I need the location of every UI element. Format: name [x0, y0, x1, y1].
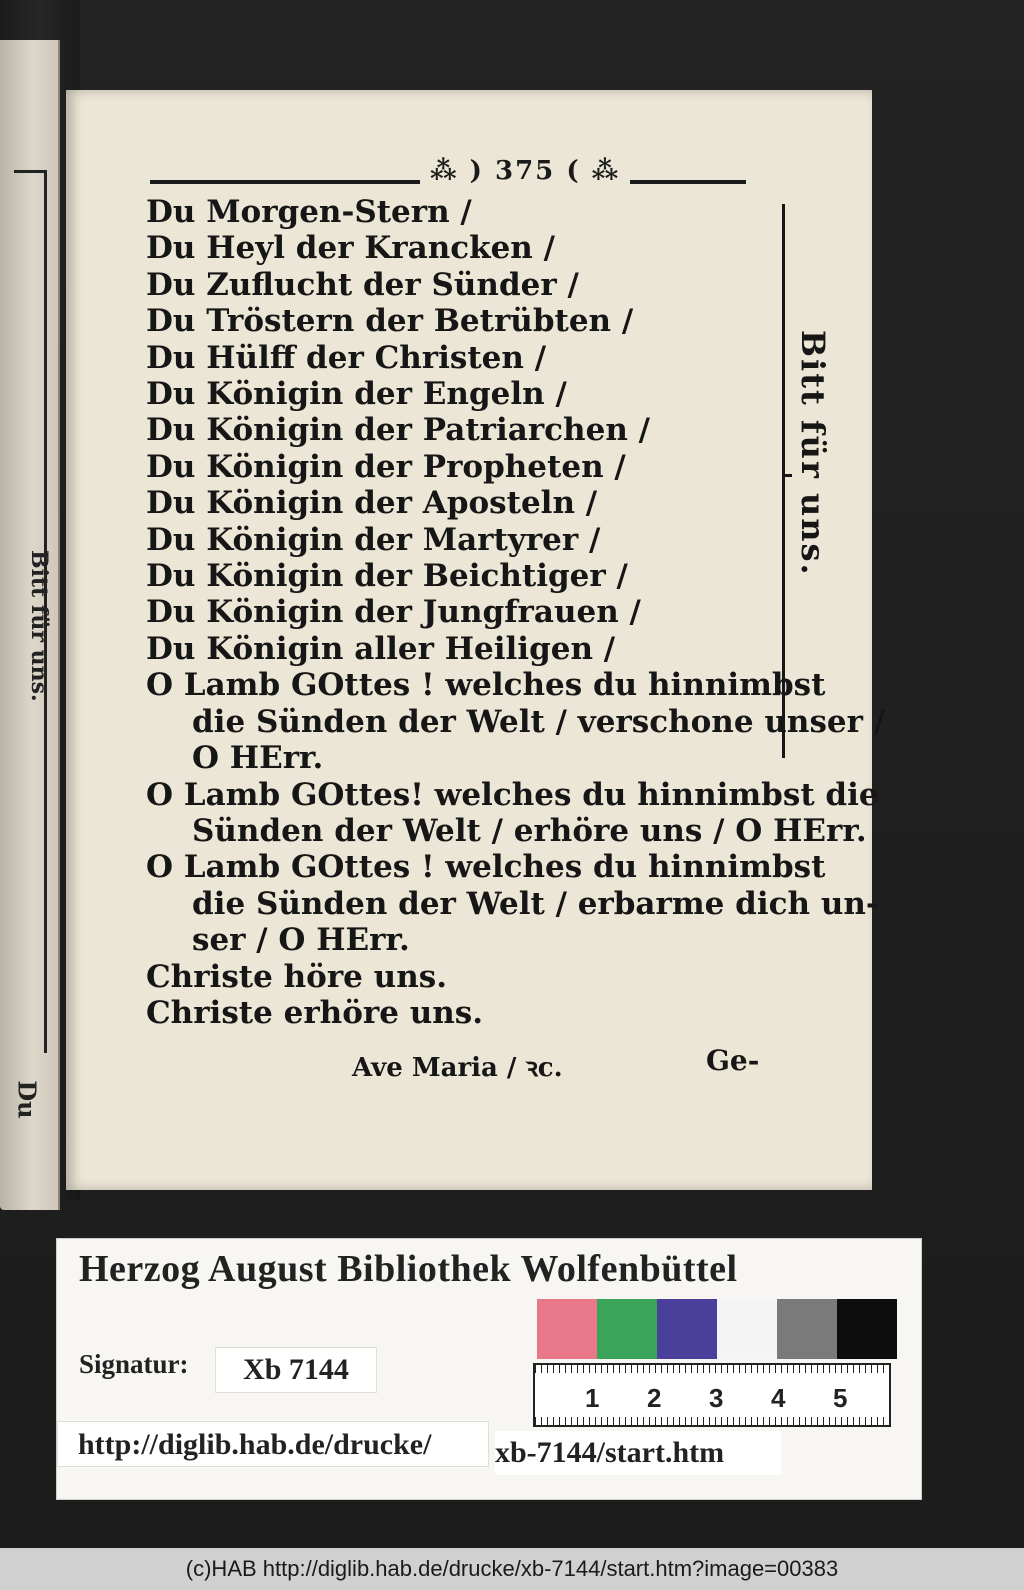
- url-base: http://diglib.hab.de/drucke/: [57, 1421, 489, 1467]
- catchword: Ge-: [706, 1044, 760, 1077]
- text-line: Du Königin der Beichtiger /: [146, 558, 628, 595]
- color-swatch: [717, 1299, 777, 1359]
- library-title: Herzog August Bibliothek Wolfenbüttel: [79, 1248, 738, 1290]
- page-header: [150, 156, 746, 186]
- text-line: Christe erhöre uns.: [146, 994, 484, 1031]
- litany-response-label: Bitt für uns.: [794, 330, 832, 577]
- previous-page-edge: [0, 40, 60, 1210]
- text-line: Du Morgen-Stern /: [146, 194, 472, 230]
- text-line: Du Königin der Aposteln /: [146, 485, 598, 522]
- page-number: ⁂ ) 375 ( ⁂: [420, 156, 630, 186]
- ruler-number: 4: [771, 1383, 786, 1413]
- color-swatch: [837, 1299, 897, 1359]
- ruler-number: 3: [709, 1383, 724, 1413]
- text-line: Du Königin der Engeln /: [146, 376, 567, 413]
- previous-page-side-text: Bitt für uns.: [26, 550, 52, 702]
- ruler-number: 2: [647, 1383, 662, 1413]
- text-line: die Sünden der Welt / verschone unser /: [192, 703, 886, 740]
- url-path: xb-7144/start.htm: [495, 1431, 781, 1475]
- text-line: ser / O HErr.: [192, 922, 410, 959]
- book-page: [66, 90, 886, 1190]
- color-swatch: [537, 1299, 597, 1359]
- previous-page-catchword: Du: [12, 1080, 42, 1119]
- text-line: Du Heyl der Krancken /: [146, 230, 555, 267]
- ruler-number: 5: [833, 1383, 848, 1413]
- text-line: Du Königin der Martyrer /: [146, 521, 601, 558]
- text-line: Christe höre uns.: [146, 958, 447, 995]
- text-line: Du Königin der Patriarchen /: [146, 412, 650, 449]
- text-line: O Lamb GOttes ! welches du hinnimbst: [146, 667, 826, 704]
- signature-label: Signatur:: [79, 1349, 189, 1379]
- closing-line: Ave Maria / ꝛc.: [352, 1053, 563, 1083]
- copyright-footer: (c)HAB http://diglib.hab.de/drucke/xb-7144/start.htm?image=00383: [0, 1548, 1024, 1590]
- text-line: Du Tröstern der Betrübten /: [146, 303, 634, 340]
- color-swatch: [657, 1299, 717, 1359]
- text-line: O Lamb GOttes! welches du hinnimbst die: [146, 776, 879, 813]
- signature-value: Xb 7144: [215, 1347, 377, 1393]
- text-line: O Lamb GOttes ! welches du hinnimbst: [146, 849, 826, 886]
- text-line: Du Königin aller Heiligen /: [146, 630, 616, 667]
- text-line: Du Hülff der Christen /: [146, 339, 547, 376]
- library-card: [56, 1238, 922, 1500]
- text-line: Sünden der Welt / erhöre uns / O HErr.: [192, 812, 867, 849]
- text-line: O HErr.: [192, 740, 324, 777]
- color-swatch: [777, 1299, 837, 1359]
- color-swatch: [597, 1299, 657, 1359]
- scale-ruler: [533, 1363, 891, 1427]
- litany-brace: [766, 204, 785, 758]
- text-line: die Sünden der Welt / erbarme dich un-: [192, 885, 879, 922]
- text-line: Du Königin der Jungfrauen /: [146, 594, 641, 631]
- text-line: Du Zuflucht der Sünder /: [146, 266, 579, 303]
- text-line: Du Königin der Propheten /: [146, 448, 626, 485]
- color-calibration-bar: [537, 1299, 897, 1359]
- ruler-number: 1: [585, 1383, 600, 1413]
